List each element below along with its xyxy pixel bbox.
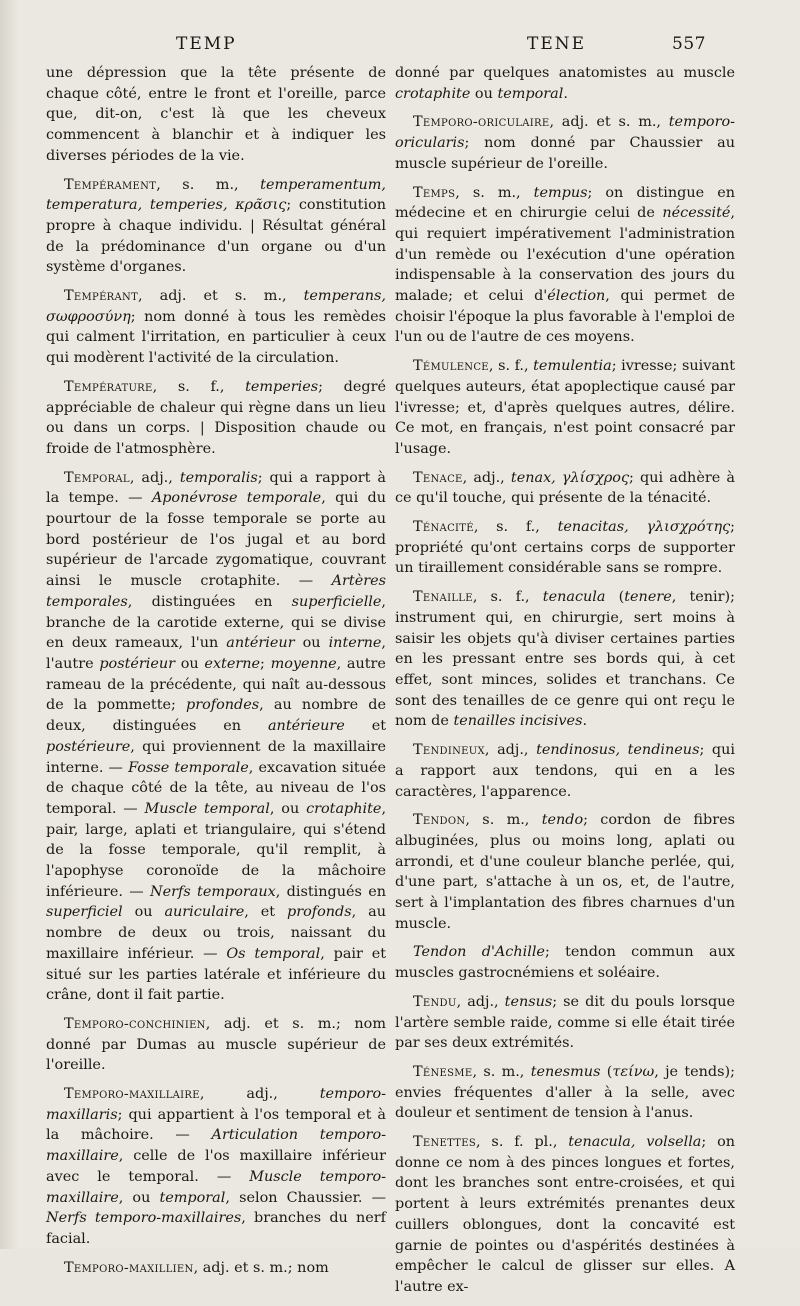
entry-text: ; qui appartient à l'os temporal et à la mâchoire. — [46,1106,386,1144]
italic-term: tensus [504,993,553,1010]
dictionary-entry [395,356,735,460]
italic-term: Articulation temporo-maxillaire [46,1127,386,1165]
headword: Temporo-conchinien [64,1015,206,1032]
entry-text: , tenir); instrument qui, en chirurgie, sert moins à saisir les objets qu'à diviser certaines parties en les pressant entre ses bords qui, à cet effet, sont minces, solides et tranchans. Ce sont des tenailles de ce genre qui ont reçu le nom de [395,589,735,730]
entry-text: et [344,718,386,735]
entry-text: , adj. et s. m.; nom [193,1259,329,1276]
entry-text: , s. f., [473,519,558,536]
dictionary-entry [395,517,735,579]
entry-text: ; tendon commun aux muscles gastrocnémiens et soléaire. [395,944,735,982]
page-number: 557 [672,34,706,54]
right-column [395,63,735,1306]
headword: Tendineux [413,742,485,759]
entry-text: ; qui a rapport à la tempe. — [46,469,386,507]
dictionary-entry [46,1014,386,1076]
entry-text: , branche de la carotide externe, qui se divise en deux rameaux, l'un [46,593,386,652]
italic-term: Muscle temporo-maxillaire [46,1168,386,1206]
running-head-center: TENE [527,34,587,54]
entry-text: , selon Chaussier. — [225,1189,387,1206]
italic-term: antérieure [267,718,345,735]
entry-text: , s. m., [472,1063,531,1080]
headword: Témulence [413,358,489,375]
entry-text: ; propriété qu'ont certains corps de supporter un tiraillement considérable sans se rompre. [395,519,735,577]
dictionary-entry [46,1084,386,1250]
italic-term: tempus [533,184,588,201]
entry-text: , adj., [484,742,537,759]
italic-term: Nerfs temporaux [150,883,276,900]
entry-text: , adj. et s. m., [549,114,669,131]
entry-text: , adj. et s. m.; nom donné par Dumas au muscle supérieur de l'oreille. [46,1015,386,1074]
entry-text: , adj. et s. m., [138,288,304,305]
dictionary-entry [395,992,735,1054]
entry-text: , au nombre de deux ou trois, naissant du maxillaire inférieur. — [46,904,386,962]
entry-text: , et [244,904,288,921]
italic-term: moyenne [270,655,337,672]
italic-term: antérieur [226,635,295,652]
italic-term: τείνω [612,1063,655,1080]
italic-term: tenacula, volsella [568,1134,702,1151]
entry-text: , ou [269,800,307,817]
left-column [46,63,386,1286]
entry-text: , adj., [199,1086,320,1103]
italic-term: postérieure [46,738,131,755]
headword: Tendu [413,993,457,1010]
italic-term: tendo [541,812,584,829]
entry-text: ; [260,655,271,672]
headword: Temporo-maxillaire [64,1086,200,1103]
entry-text: , adj., [462,469,511,486]
italic-term: externe [204,655,261,672]
italic-term: Fosse temporale [128,759,249,776]
italic-term: temperans, σωφροσύνη [46,288,386,325]
italic-term: temperamentum, temperatura, temperies, κρᾶσις [46,176,386,214]
entry-text: ; ivresse; suivant quelques auteurs, état apoplectique causé par l'ivresse; et, d'après quelques autres, délire. Ce mot, en français, n'est point consacré par l'usage. [395,358,735,457]
entry-text: , s. f., [472,589,543,606]
entry-text: ; cordon de fibres albuginées, plus ou moins long, aplati ou arrondi, et d'une couleur blanche perlée, qui, d'une part, s'attache à un os, et, de l'autre, sert à l'implantation des fibres charnues d'un muscle. [395,812,735,932]
italic-term: tenax, γλίσχρος [510,469,630,486]
headword: Température [64,378,153,395]
italic-term: temporo-oricularis [395,114,735,152]
dictionary-entry [395,112,735,174]
italic-term: Nerfs temporo-maxillaires [46,1210,242,1227]
dictionary-entry [395,810,735,934]
italic-term: temperies [245,378,319,395]
dictionary-entry [395,587,735,732]
entry-text: ( [600,1063,613,1080]
entry-text: ; nom donné par Chaussier au muscle supérieur de l'oreille. [395,135,735,172]
dictionary-entry [395,942,735,983]
headword: Temporo-maxillien [64,1259,194,1276]
headword: Tenace [413,469,463,486]
dictionary-entry [46,468,386,1006]
italic-term: tenailles incisives [453,713,583,730]
italic-term: auriculaire [164,904,245,921]
entry-text: , celle de l'os maxillaire inférieur avec le temporal. — [46,1148,386,1185]
entry-text: ; qui a rapport aux tendons, qui en a les caractères, l'apparence. [395,742,735,800]
dictionary-entry [395,740,735,802]
entry-text: , distingués en [275,883,386,900]
dictionary-entry [46,377,386,460]
headword: Temps [413,184,456,201]
entry-text: , excavation située de chaque côté de la tête, au niveau de l'os temporal. — [46,759,387,817]
continued-text [395,63,735,104]
entry-text: , adj., [456,993,505,1010]
dictionary-entry [46,1258,386,1279]
italic-term: temulentia [533,358,612,375]
italic-term: Tendon d'Achille [413,944,545,961]
italic-term: profondes [186,697,260,714]
dictionary-entry [395,183,735,349]
headword: Ténesme [413,1063,473,1080]
entry-text: , autre rameau de la précédente, qui naît au-dessous de la pommette; [46,655,386,714]
entry-text: une dépression que la tête présente de chaque côté, entre le front et l'oreille, parce que, dit-on, c'est là que les cheveux commencent à blanchir et à indiquer les diverses périodes de la vie. [46,65,386,164]
entry-text: ou [122,904,165,921]
entry-text: ( [605,589,625,606]
entry-text: ; on donne ce nom à des pinces longues et fortes, dont les branches sont entre-croisées, et qui portent à leurs extrémités prenantes deux cuillers oblongues, dont la concavité est garnie de pointes ou d'aspérités destinées à empêcher le calcul de glisser sur elles. A l'autre ex- [395,1134,736,1295]
italic-term: crotaphite [306,800,382,817]
entry-text: , l'autre [46,635,386,672]
italic-term: nécessité [662,205,731,222]
page-fold-shadow [0,0,18,1249]
headword: Tenettes [413,1134,477,1151]
running-head-left: TEMP [176,34,237,54]
italic-term: tenesmus [530,1063,601,1080]
italic-term: temporalis [179,469,258,486]
entry-text: ; constitution propre à chaque individu. | Résultat général de la prédominance d'un organe ou d'un système d'organes. [46,197,386,276]
entry-text: , qui requiert impérativement l'administration d'un remède ou l'exécution d'une opération indispensable à la conservation des jours du malade; et celui d' [395,205,735,305]
entry-text: , qui proviennent de la maxillaire interne. — [46,738,386,776]
entry-text: ou [294,635,329,652]
entry-text: , s. m., [156,176,261,193]
entry-text: , s. f., [488,358,534,375]
italic-term: temporal [497,85,564,102]
entry-text: , ou [118,1189,160,1206]
headword: Tendon [413,812,466,829]
italic-term: crotaphite [395,85,471,102]
italic-term: temporal [159,1189,226,1206]
italic-term: postérieur [99,655,176,672]
entry-text: , branches du nerf facial. [46,1210,386,1247]
italic-term: superficiel [46,904,123,921]
entry-text: ; on distingue en médecine et en chirurgie celui de [395,184,735,222]
italic-term: élection [547,288,606,305]
italic-term: tendinosus, tendineus [536,742,700,759]
headword: Tempérament [64,176,157,193]
dictionary-entry [395,1132,735,1298]
dictionary-entry [46,286,386,369]
italic-term: Artères temporales [46,573,386,610]
entry-text: , s. f. pl., [476,1134,569,1151]
entry-text: , s. m., [465,812,542,829]
entry-text: donné par quelques anatomistes au muscle [395,65,735,81]
entry-text: ; se dit du pouls lorsque l'artère semble raide, comme si elle était tirée par ses deux extrémités. [395,993,735,1052]
entry-text: , s. m., [455,184,534,201]
entry-text: ; degré appréciable de chaleur qui règne dans un lieu ou dans un corps. | Disposition chaude ou froide de l'atmosphère. [46,378,387,457]
headword: Tenaille [413,589,473,606]
italic-term: interne [328,635,382,652]
entry-text: , distinguées en [127,593,292,610]
italic-term: tenere [624,589,672,606]
dictionary-entry [46,175,386,279]
italic-term: Os temporal [226,945,321,962]
entry-text: , s. f., [152,378,246,395]
entry-text: ou [175,655,205,672]
entry-text: , qui du pourtour de la fosse temporale se porte au bord postérieur de l'os jugal et au bord supérieur de l'arcade zygomatique, couvrant ainsi le muscle crotaphite. — [46,490,386,590]
italic-term: Muscle temporal [144,800,270,817]
italic-term: tenacitas, γλισχρότης [557,519,731,536]
headword: Temporal [64,469,130,486]
entry-text: , adj., [129,469,180,486]
italic-term: tenacula [542,589,606,606]
italic-term: profonds [287,904,352,921]
headword: Tempérant [64,288,139,305]
entry-text: ; qui adhère à ce qu'il touche, qui présente de la ténacité. [395,469,735,507]
headword: Ténacité [413,519,474,536]
italic-term: Aponévrose temporale [151,490,322,507]
entry-text: , qui permet de choisir l'époque la plus favorable à l'emploi de l'un ou de l'autre de ces moyens. [395,288,735,346]
dictionary-entry [395,468,735,509]
entry-text: , pair, large, aplati et triangulaire, qui s'étend de la fosse temporale, qu'il remplit, à l'apophyse coronoïde de la mâchoire inférieure. — [46,800,387,900]
entry-text: , au nombre de deux, distinguées en [46,697,387,735]
continued-text [46,63,386,167]
entry-text: , je tends); envies fréquentes d'aller à la selle, avec douleur et sentiment de tension à l'anus. [395,1063,735,1122]
italic-term: temporo-maxillaris [46,1086,386,1123]
entry-text: . [582,713,588,730]
entry-text: ou [470,85,498,102]
entry-text: ; nom donné à tous les remèdes qui calment l'irritation, en particulier à ceux qui modèrent l'activité de la circulation. [46,308,386,367]
headword: Temporo-oriculaire [413,114,550,131]
entry-text: . [563,85,568,102]
entry-text: , pair et situé sur les parties latérale et inférieure du crâne, dont il fait partie. [46,945,386,1004]
dictionary-entry [395,1062,735,1124]
italic-term: superficielle [291,593,382,610]
